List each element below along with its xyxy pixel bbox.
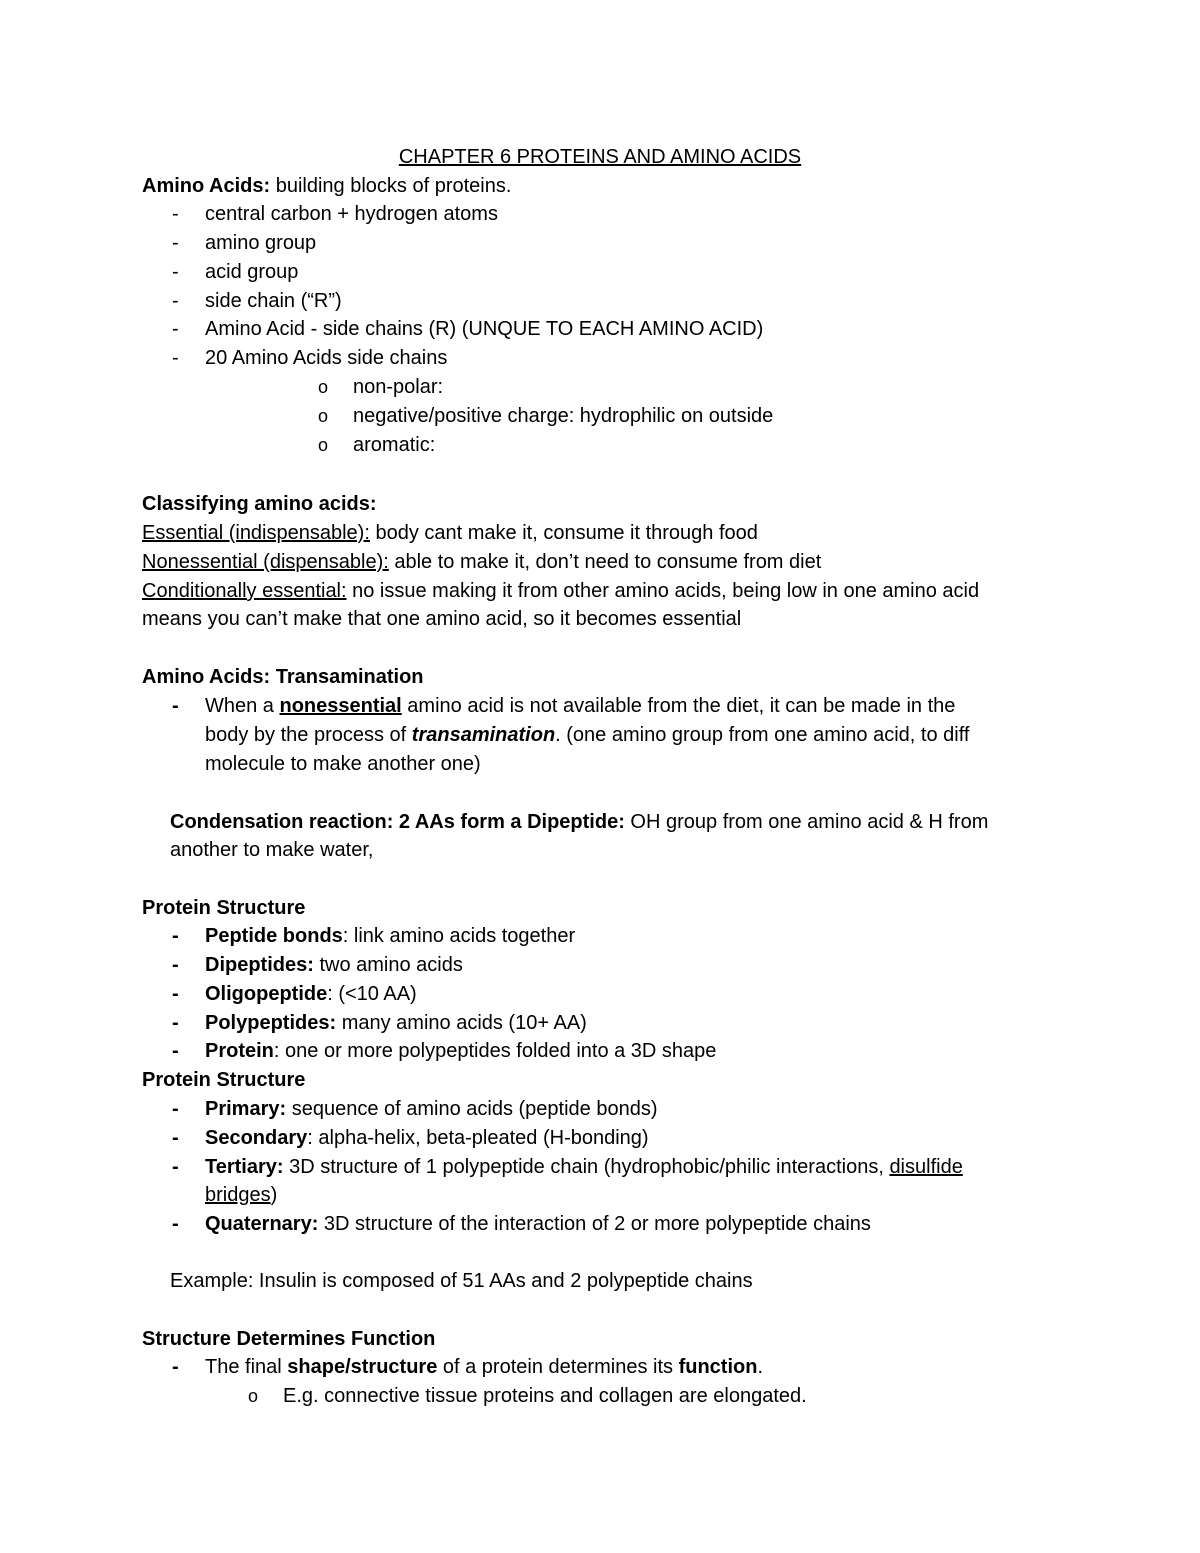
conditional-line: Conditionally essential: no issue making it from other amino acids, being low in one amino acid	[142, 580, 980, 602]
transamination-heading: Amino Acids: Transamination	[142, 666, 424, 688]
essential-label: Essential (indispensable):	[142, 522, 370, 544]
amino-acids-heading-line	[142, 173, 511, 199]
amino-acids-definition: building blocks of proteins.	[270, 175, 512, 197]
classifying-heading: Classifying amino acids:	[142, 493, 377, 515]
tertiary-item-line-2: bridges)	[205, 1184, 278, 1206]
page-title: CHAPTER 6 PROTEINS AND AMINO ACIDS	[398, 146, 802, 168]
nonessential-emphasis: nonessential	[279, 695, 402, 717]
function-heading: Structure Determines Function	[142, 1328, 436, 1350]
transamination-line-2: body by the process of transamination. (one amino group from one amino acid, to diff	[205, 724, 970, 746]
transamination-line-3: molecule to make another one)	[205, 753, 481, 775]
essential-line: Essential (indispensable): body cant make it, consume it through food	[142, 522, 758, 544]
condensation-line: Condensation reaction: 2 AAs form a Dipeptide: OH group from one amino acid & H from	[170, 811, 989, 833]
conditional-label: Conditionally essential:	[142, 580, 347, 602]
protein-structure-heading: Protein Structure	[142, 897, 306, 919]
insulin-example: Example: Insulin is composed of 51 AAs and 2 polypeptide chains	[170, 1270, 753, 1292]
amino-acids-heading: Amino Acids:	[142, 175, 271, 197]
protein-structure-levels-heading: Protein Structure	[142, 1069, 306, 1091]
nonessential-line: Nonessential (dispensable): able to make it, don’t need to consume from diet	[142, 551, 822, 573]
condensation-line-2: another to make water,	[170, 839, 374, 861]
conditional-line-2: means you can’t make that one amino acid, so it becomes essential	[142, 608, 742, 630]
transamination-term: transamination	[411, 724, 556, 746]
document-page: CHAPTER 6 PROTEINS AND AMINO ACIDS Amino Acids: building blocks of proteins. - central carbon + hydrogen atoms - amino group - acid group - side chain (“R”) - Amino Acid - side chains (R) (UNQUE TO EACH AMINO ACID) - 20 Amino Acids side chains o non-polar: o negative/positive charge: hydrophilic on outside o aromatic: Classifying amino acids: Essential (indispensable): body cant make it, consume it through food Nonessential (dispensable): able to make it, don’t need to consume from diet Conditionally essential: no issue making it from other amino acids, being low in one amino acid means you can’t make that one amino acid, so it becomes essential Amino Acids: Transamination - When a nonessential amino acid is not available from the diet, it can be made in the body by the process of transamination. (one amino group from one amino acid, to diff molecule to make another one) Condensation reaction: 2 AAs form a Dipeptide: OH group from one amino acid & H from another to make water, Protein Structure - Peptide bonds: link amino acids together - Dipeptides: two amino acids - Oligopeptide: (<10 AA) - Polypeptides: many amino acids (10+ AA) - Protein: one or more polypeptides folded into a 3D shape Protein Structure - Primary: sequence of amino acids (peptide bonds) - Secondary: alpha-helix, beta-pleated (H-bonding) - Tertiary: 3D structure of 1 polypeptide chain (hydrophobic/philic interactions, disulfide bridges) - Quaternary: 3D structure of the interaction of 2 or more polypeptide chains Example: Insulin is composed of 51 AAs and 2 polypeptide chains Structure Determines Function - The final shape/structure of a protein determines its function. o E.g. connective tissue proteins and collagen are elongated.	[0, 0, 1200, 1553]
condensation-label: Condensation reaction: 2 AAs form a Dipeptide:	[170, 811, 625, 833]
nonessential-label: Nonessential (dispensable):	[142, 551, 389, 573]
